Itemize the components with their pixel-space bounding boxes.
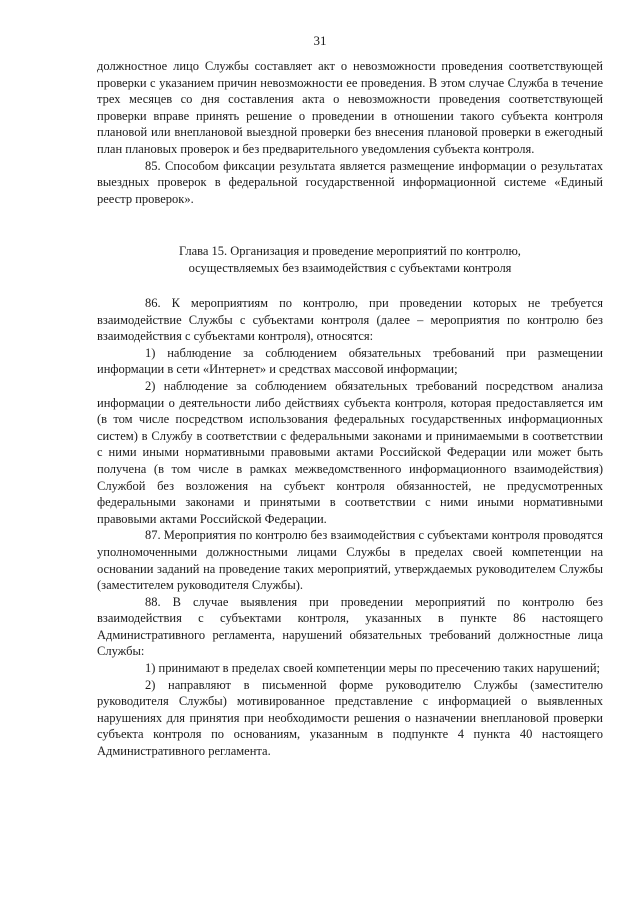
chapter-heading	[97, 243, 603, 276]
paragraph-88: 88. В случае выявления при проведении мероприятий по контролю без взаимодействия с субъектами контроля, указанных в пункте 86 настоящего Административного регламента, нарушений обязательных требований должностные лица Службы:	[97, 594, 603, 659]
chapter-title-line-1: Глава 15. Организация и проведение мероприятий по контролю,	[179, 244, 521, 258]
paragraph-87: 87. Мероприятия по контролю без взаимодействия с субъектами контроля проводятся уполномоченными должностными лицами Службы в пределах своей компетенции на основании заданий на проведение таких мероприятий, утверждаемых руководителем Службы (заместителем руководителя Службы).	[97, 528, 603, 593]
paragraph-88-item-1: 1) принимают в пределах своей компетенции меры по пресечению таких нарушений;	[145, 661, 601, 676]
text-block-top	[97, 58, 603, 207]
chapter-title-line-2: осуществляемых без взаимодействия с субъектами контроля	[188, 260, 512, 275]
paragraph-86: 86. К мероприятиям по контролю, при проведении которых не требуется взаимодействие Службы с субъектами контроля (далее – мероприятия по контролю без взаимодействия с субъектами контроля), относятся:	[97, 296, 603, 344]
paragraph-85: 85. Способом фиксации результата является размещение информации о результатах выездных проверок в федеральной государственной информационной системе «Единый реестр проверок».	[97, 158, 603, 206]
paragraph-84-continued: должностное лицо Службы составляет акт о невозможности проведения соответствующей проверки с указанием причин невозможности ее проведения. В этом случае Служба в течение трех месяцев со дня составления акта о невозможности проведения соответствующей проверки вправе принять решение о проведении в отношении такого субъекта контроля плановой или внеплановой выездной проверки без внесения плановой проверки в ежегодный план плановых проверок и без предварительного уведомления субъекта контроля.	[97, 59, 603, 156]
text-block-bottom	[97, 295, 603, 760]
page-number: 31	[313, 33, 327, 48]
paragraph-86-item-1: 1) наблюдение за соблюдением обязательных требований при размещении информации в сети «Интернет» и средствах массовой информации;	[97, 345, 603, 377]
paragraph-86-item-2: 2) наблюдение за соблюдением обязательных требований посредством анализа информации о деятельности либо действиях субъекта контроля, которая предоставляется им (в том числе посредством использования федеральных государственных информационных систем) в Службу в соответствии с федеральными законами и принимаемыми в соответствии с ними иными нормативными правовыми актами Российской Федерации или может быть получена (в том числе в рамках межведомственного информационного взаимодействия) Службой без возложения на субъект контроля обязанностей, не предусмотренных федеральными законами и принятыми в соответствии с ними иными нормативными правовыми актами Российской Федерации.	[97, 378, 603, 526]
paragraph-88-item-2: 2) направляют в письменной форме руководителю Службы (заместителю руководителя Службы) мотивированное представление с информацией о выявленных нарушениях для принятия при необходимости решения о назначении внеплановой проверки субъекта контроля по основаниям, указанным в подпункте 4 пункта 40 настоящего Административного регламента.	[97, 677, 603, 759]
